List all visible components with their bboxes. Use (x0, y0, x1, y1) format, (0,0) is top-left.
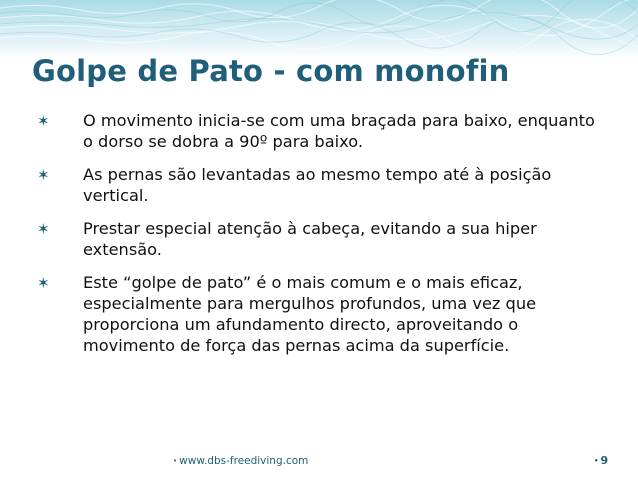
bullet-text: Prestar especial atenção à cabeça, evitando a sua hiper extensão. (83, 219, 537, 259)
bullet-item (37, 164, 607, 206)
footer-dot-icon: • (173, 457, 178, 465)
slide-title: Golpe de Pato - com monofin (32, 54, 510, 88)
star-icon: ✶ (37, 220, 50, 238)
header-water-band (0, 0, 638, 58)
bullet-text: O movimento inicia-se com uma braçada para baixo, enquanto o dorso se dobra a 90º para baixo. (83, 111, 595, 151)
page-number-text: 9 (600, 454, 609, 467)
bullet-item (37, 272, 607, 356)
bullet-text: As pernas são levantadas ao mesmo tempo até à posição vertical. (83, 165, 552, 205)
bullet-text: Este “golpe de pato” é o mais comum e o mais eficaz, especialmente para mergulhos profundos, uma vez que proporciona um afundamento directo, aproveitando o movimento de força das pernas acima da superfície. (83, 273, 537, 355)
page-dot-icon: • (594, 457, 599, 465)
bullet-list (37, 110, 607, 368)
bullet-item (37, 218, 607, 260)
star-icon: ✶ (37, 112, 50, 130)
star-icon: ✶ (37, 166, 50, 184)
page-number (594, 454, 608, 467)
footer-url[interactable] (173, 455, 308, 467)
bullet-item (37, 110, 607, 152)
star-icon: ✶ (37, 274, 50, 292)
water-pattern-decoration (0, 0, 638, 58)
footer-url-text: www.dbs-freediving.com (179, 455, 309, 467)
